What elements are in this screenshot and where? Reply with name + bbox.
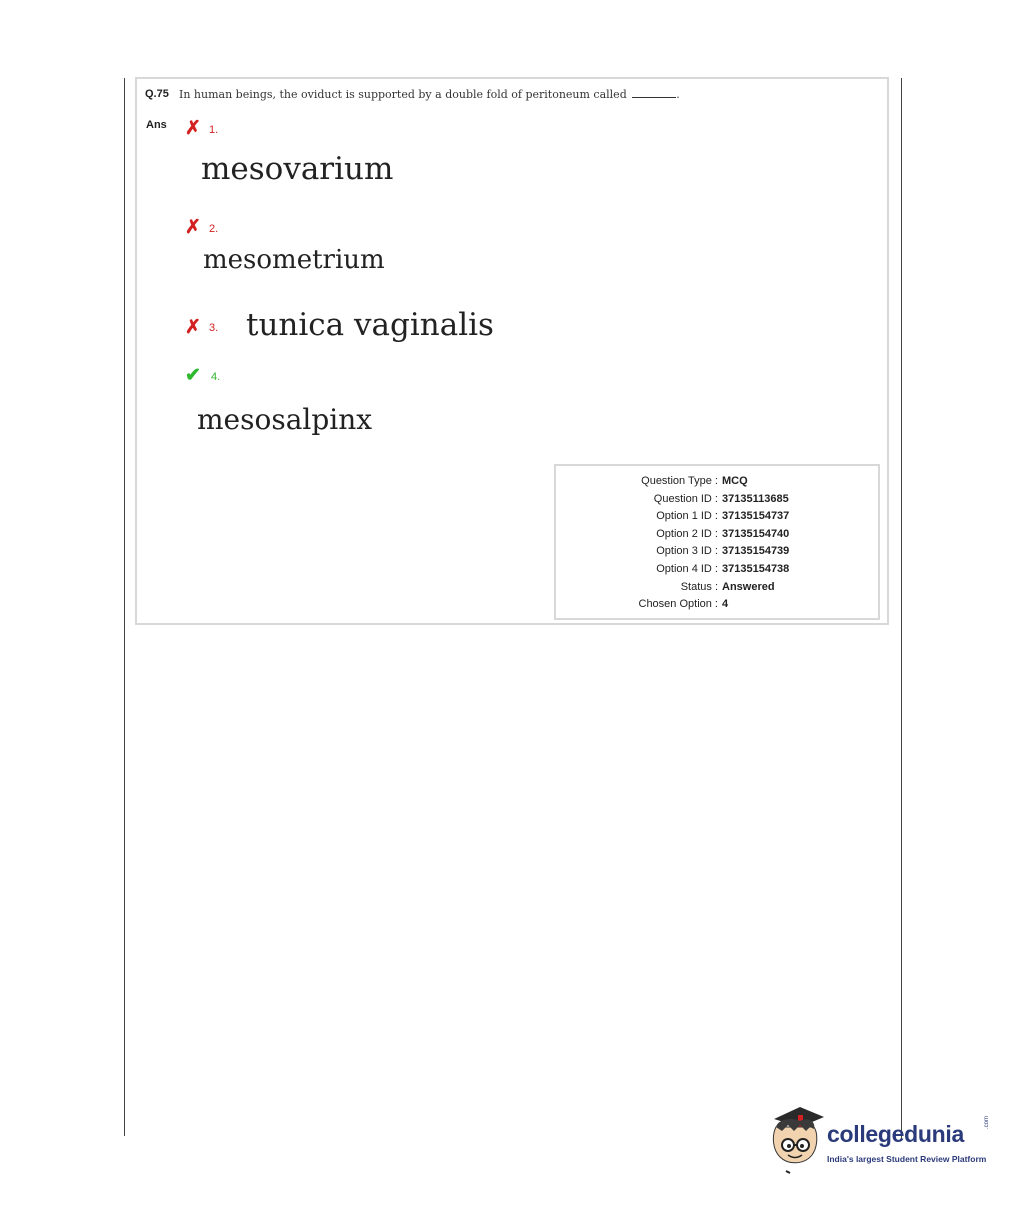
cross-icon: ✗ bbox=[185, 317, 201, 338]
option-1-number: 1. bbox=[209, 124, 219, 136]
meta-row-question-type: Question Type : MCQ bbox=[641, 475, 748, 487]
answer-blank bbox=[632, 88, 676, 98]
meta-row-status: Status : Answered bbox=[680, 581, 775, 593]
meta-row-chosen-option: Chosen Option : 4 bbox=[638, 598, 729, 610]
collegedunia-logo bbox=[770, 1105, 1000, 1175]
question-metadata-box bbox=[554, 464, 880, 620]
right-margin-line bbox=[901, 78, 902, 1140]
cross-icon: ✗ bbox=[185, 217, 201, 238]
meta-row-option-3-id: Option 3 ID : 37135154739 bbox=[656, 545, 790, 557]
ans-label: Ans bbox=[146, 119, 167, 131]
option-4-number: 4. bbox=[211, 371, 221, 383]
option-4-text: mesosalpinx bbox=[197, 403, 373, 436]
question-number: Q.75 bbox=[145, 88, 169, 100]
cross-icon: ✗ bbox=[185, 118, 201, 139]
option-3-number: 3. bbox=[209, 322, 219, 334]
check-icon: ✔ bbox=[185, 365, 201, 386]
meta-row-option-2-id: Option 2 ID : 37135154740 bbox=[656, 528, 790, 540]
question-panel bbox=[135, 77, 889, 625]
option-1-text: mesovarium bbox=[201, 151, 394, 187]
logo-wordmark: collegedunia bbox=[827, 1121, 964, 1147]
option-2-text: mesometrium bbox=[203, 245, 385, 275]
mascot-icon bbox=[770, 1105, 826, 1175]
meta-row-option-1-id: Option 1 ID : 37135154737 bbox=[656, 510, 790, 522]
question-text: In human beings, the oviduct is supported by a double fold of peritoneum called . bbox=[179, 88, 680, 101]
left-margin-line bbox=[124, 78, 125, 1136]
option-3-text: tunica vaginalis bbox=[246, 307, 494, 343]
logo-suffix: .com bbox=[984, 1115, 990, 1129]
option-2-number: 2. bbox=[209, 223, 219, 235]
logo-tagline: India's largest Student Review Platform bbox=[827, 1154, 987, 1164]
meta-row-question-id: Question ID : 37135113685 bbox=[653, 493, 789, 505]
meta-row-option-4-id: Option 4 ID : 37135154738 bbox=[656, 563, 790, 575]
